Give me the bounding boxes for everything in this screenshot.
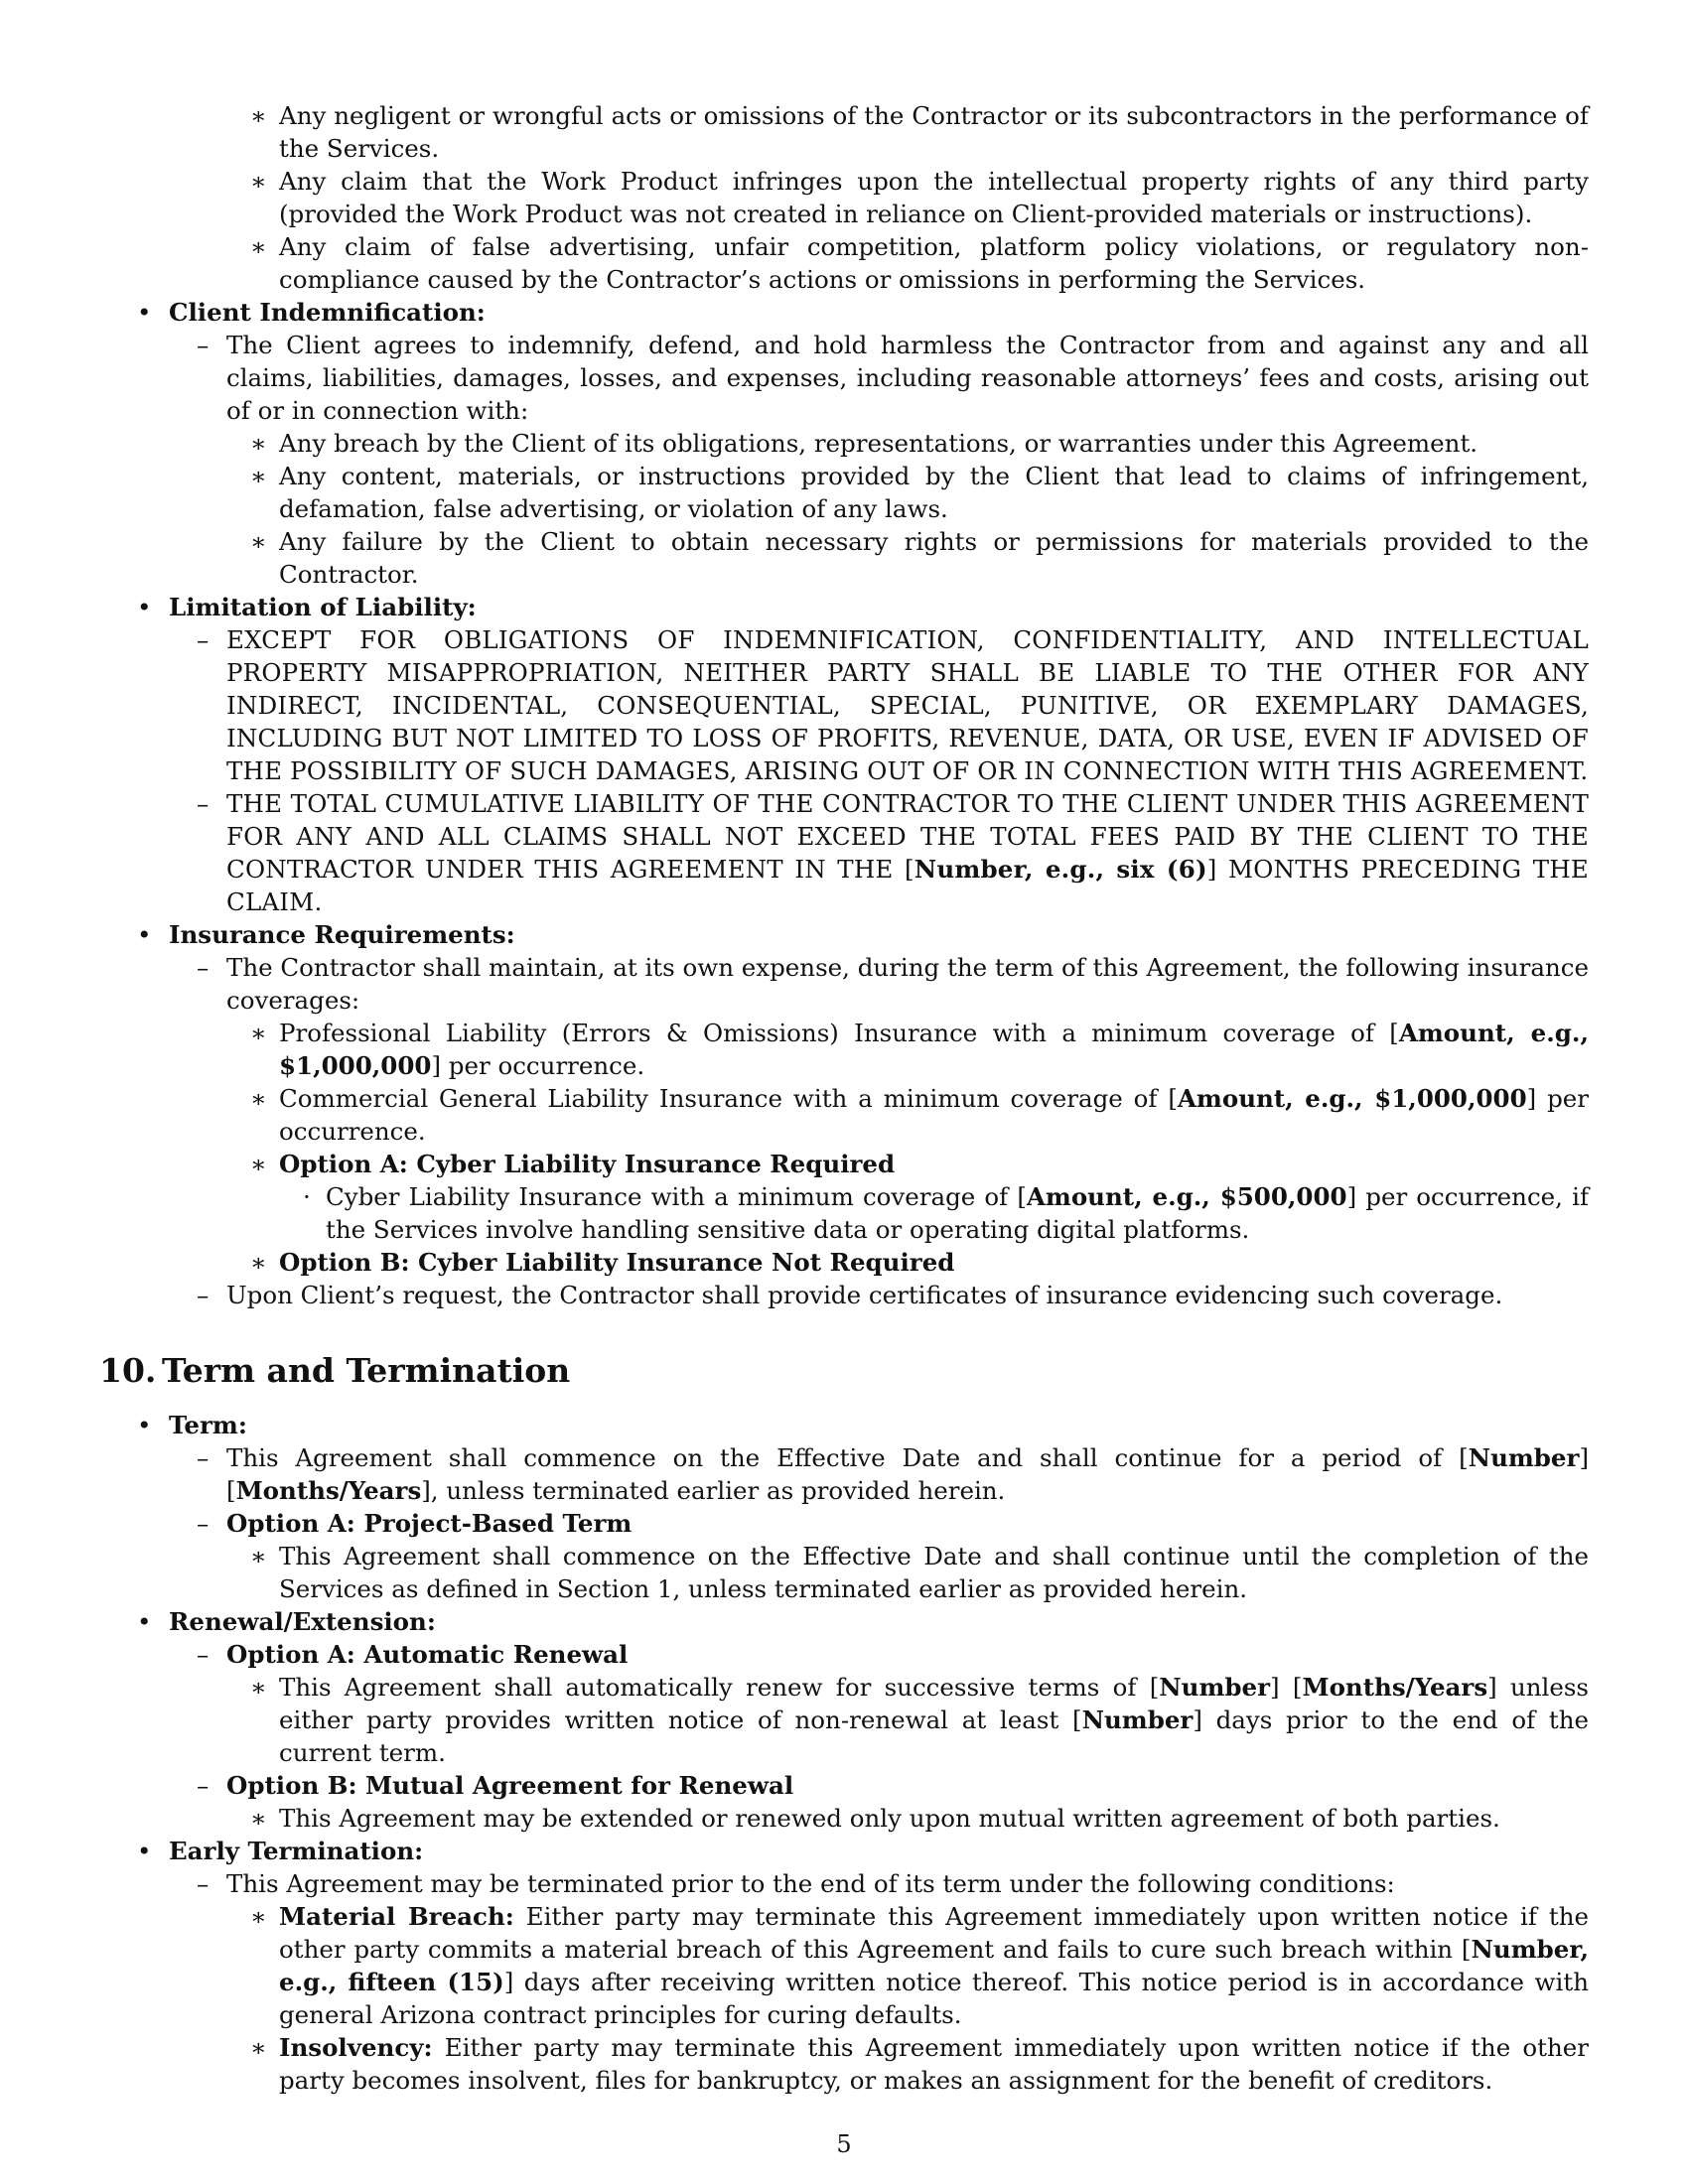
bullet-asterisk: ∗ xyxy=(250,1902,267,1931)
bullet-dash: – xyxy=(197,1443,210,1472)
renewal-heading: • Renewal/Extension: xyxy=(137,1607,436,1636)
bullet-dot: • xyxy=(137,920,152,949)
list-item: ∗ Option B: Cyber Liability Insurance Not Required xyxy=(250,1248,955,1277)
bullet-dash: – xyxy=(197,625,210,654)
list-item: ∗ Any content, materials, or instructions provided by the Client that lead to claims of infringement, defamation, false advertising, or violation of any laws. xyxy=(250,462,1589,523)
bullet-dash: – xyxy=(197,331,210,359)
bullet-asterisk: ∗ xyxy=(250,1084,267,1113)
list-item: ∗ Material Breach: Either party may terminate this Agreement immediately upon written notice if the other party commits a material breach of this Agreement and fails to cure such breach within [Number, e.g., fifteen (15)] days after receiving written notice thereof. This notice period is in accordance with general Arizona contract principles for curing defaults. xyxy=(250,1902,1589,2029)
list-item: ∗ Any claim of false advertising, unfair competition, platform policy violations, or regulatory non-compliance caused by the Contractor’s actions or omissions in performing the Services. xyxy=(250,232,1589,294)
document-page xyxy=(99,99,1589,2097)
bullet-asterisk: ∗ xyxy=(250,167,267,196)
list-item: ∗ Option A: Cyber Liability Insurance Required xyxy=(250,1150,896,1178)
term-heading: • Term: xyxy=(137,1411,247,1439)
list-item: ∗ Any negligent or wrongful acts or omissions of the Contractor or its subcontractors in the performance of the Services. xyxy=(250,101,1589,163)
bullet-asterisk: ∗ xyxy=(250,1673,267,1702)
list-item: – EXCEPT FOR OBLIGATIONS OF INDEMNIFICATION, CONFIDENTIALITY, AND INTELLECTUAL PROPERTY MISAPPROPRIATION, NEITHER PARTY SHALL BE LIABLE TO THE OTHER FOR ANY INDIRECT, INCIDENTAL, CONSEQUENTIAL, SPECIAL, PUNITIVE, OR EXEMPLARY DAMAGES, INCLUDING BUT NOT LIMITED TO LOSS OF PROFITS, REVENUE, DATA, OR USE, EVEN IF ADVISED OF THE POSSIBILITY OF SUCH DAMAGES, ARISING OUT OF OR IN CONNECTION WITH THIS AGREEMENT. xyxy=(197,625,1589,785)
list-item: ∗ This Agreement shall automatically renew for successive terms of [Number] [Months/Years] unless either party provides written notice of non-renewal at least [Number] days prior to the end of the current term. xyxy=(250,1673,1590,1767)
list-item: – THE TOTAL CUMULATIVE LIABILITY OF THE CONTRACTOR TO THE CLIENT UNDER THIS AGREEMENT FOR ANY AND ALL CLAIMS SHALL NOT EXCEED THE TOTAL FEES PAID BY THE CLIENT TO THE CONTRACTOR UNDER THIS AGREEMENT IN THE [Number, e.g., six (6)] MONTHS PRECEDING THE CLAIM. xyxy=(197,789,1589,916)
bullet-asterisk: ∗ xyxy=(250,1019,267,1047)
list-item: ∗ Any claim that the Work Product infringes upon the intellectual property rights of any third party (provided the Work Product was not created in reliance on Client-provided materials or instructions). xyxy=(250,167,1589,228)
list-item: ∗ This Agreement shall commence on the Effective Date and shall continue until the completion of the Services as defined in Section 1, unless terminated earlier as provided herein. xyxy=(250,1542,1589,1603)
section-10-body xyxy=(99,1409,1589,2097)
bullet-asterisk: ∗ xyxy=(250,232,267,261)
insurance-requirements-heading: • Insurance Requirements: xyxy=(137,920,515,949)
bullet-asterisk: ∗ xyxy=(250,462,267,490)
list-item: – Option B: Mutual Agreement for Renewal xyxy=(197,1771,794,1800)
list-item: – The Client agrees to indemnify, defend, and hold harmless the Contractor from and against any and all claims, liabilities, damages, losses, and expenses, including reasonable attorneys’ fees and costs, arising out of or in connection with: xyxy=(197,331,1589,425)
early-termination-heading: • Early Termination: xyxy=(137,1837,424,1865)
section-number: 10. xyxy=(99,1351,157,1390)
bullet-dash: – xyxy=(197,1771,210,1800)
bullet-asterisk: ∗ xyxy=(250,1150,267,1178)
bullet-dash: – xyxy=(197,953,210,982)
section-9-continuation xyxy=(99,99,1589,1311)
page-number: 5 xyxy=(836,2130,852,2158)
list-item: – This Agreement may be terminated prior to the end of its term under the following conditions: xyxy=(197,1869,1395,1898)
bullet-asterisk: ∗ xyxy=(250,429,267,458)
list-item: ∗ Insolvency: Either party may terminate this Agreement immediately upon written notice if the other party becomes insolvent, files for bankruptcy, or makes an assignment for the benefit of creditors. xyxy=(250,2033,1589,2095)
list-item: · Cyber Liability Insurance with a minimum coverage of [Amount, e.g., $500,000] per occurrence, if the Services involve handling sensitive data or operating digital platforms. xyxy=(303,1182,1590,1244)
list-item: ∗ Any failure by the Client to obtain necessary rights or permissions for materials provided to the Contractor. xyxy=(250,527,1589,589)
bullet-small-dot: · xyxy=(303,1182,311,1211)
list-item: – Option A: Project-Based Term xyxy=(197,1509,633,1538)
bullet-dash: – xyxy=(197,1509,210,1538)
list-item: ∗ Professional Liability (Errors & Omissions) Insurance with a minimum coverage of [Amount, e.g., $1,000,000] per occurrence. xyxy=(250,1019,1589,1080)
bullet-asterisk: ∗ xyxy=(250,101,267,130)
list-item: – The Contractor shall maintain, at its own expense, during the term of this Agreement, the following insurance coverages: xyxy=(197,953,1589,1015)
bullet-dot: • xyxy=(137,593,152,621)
bullet-dot: • xyxy=(137,1411,152,1439)
bullet-asterisk: ∗ xyxy=(250,1542,267,1570)
list-item: ∗ Any breach by the Client of its obligations, representations, or warranties under this Agreement. xyxy=(250,429,1478,458)
list-item: – This Agreement shall commence on the Effective Date and shall continue for a period of [Number] [Months/Years], unless terminated earlier as provided herein. xyxy=(197,1443,1589,1505)
limitation-of-liability-heading: • Limitation of Liability: xyxy=(137,593,477,621)
bullet-dash: – xyxy=(197,789,210,818)
bullet-asterisk: ∗ xyxy=(250,1804,267,1833)
list-item: ∗ Commercial General Liability Insurance with a minimum coverage of [Amount, e.g., $1,000,000] per occurrence. xyxy=(250,1084,1589,1146)
section-title: Term and Termination xyxy=(162,1351,571,1390)
list-item: – Option A: Automatic Renewal xyxy=(197,1640,629,1669)
list-item: – Upon Client’s request, the Contractor shall provide certificates of insurance evidencing such coverage. xyxy=(197,1281,1503,1309)
bullet-asterisk: ∗ xyxy=(250,1248,267,1277)
section-10-heading xyxy=(99,1351,1589,1391)
bullet-dot: • xyxy=(137,1837,152,1865)
client-indemnification-heading: • Client Indemnification: xyxy=(137,298,486,327)
list-item: ∗ This Agreement may be extended or renewed only upon mutual written agreement of both parties. xyxy=(250,1804,1500,1833)
bullet-dash: – xyxy=(197,1869,210,1898)
bullet-asterisk: ∗ xyxy=(250,527,267,556)
bullet-asterisk: ∗ xyxy=(250,2033,267,2062)
bullet-dot: • xyxy=(137,298,152,327)
bullet-dash: – xyxy=(197,1640,210,1669)
bullet-dash: – xyxy=(197,1281,210,1309)
bullet-dot: • xyxy=(137,1607,152,1636)
